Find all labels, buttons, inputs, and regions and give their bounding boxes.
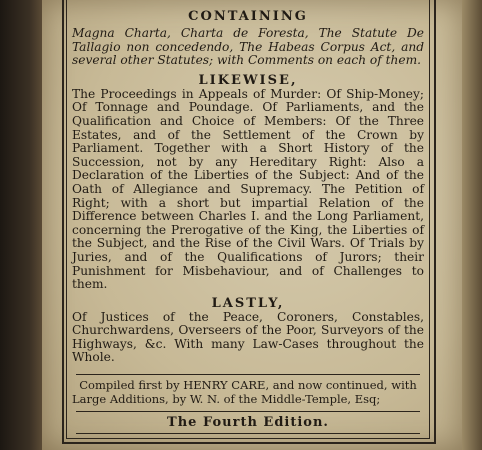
heading-lastly: LASTLY,: [211, 295, 285, 311]
page-edge: [462, 0, 482, 450]
rule-middle: [76, 411, 420, 412]
paragraph-justices: Of Justices of the Peace, Coroners, Constables, Churchwardens, Overseers of the Poor, Surveyors of the Highways, &c. With many Law-Cases throughout the Whole.: [72, 309, 424, 365]
heading-likewise: LIKEWISE,: [198, 72, 298, 88]
edition-text: The Fourth Edition.: [167, 415, 329, 431]
title-page-text: [72, 0, 424, 434]
paragraph-proceedings: The Proceedings in Appeals of Murder: Of Ship-Money; Of Tonnage and Poundage. Of Parliaments, and the Qualification and Choice of Members: Of the Three Estates, and of the Settlement of the Crown by Parliament. Together with a Short History of the Succession, not by any Hereditary Right: Also a Declaration of the Liberties of the Subject: And of the Oath of Allegiance and Supremacy. The Petition of Right; with a short but impartial Relation of the Difference between Charles I. and the Long Parliament, concerning the Prerogative of the King, the Liberties of the Subject, and the Rise of the Civil Wars. Of Trials by Juries, and of the Qualifications of Jurors; their Punishment for Misbehaviour, and of Challenges to them.: [72, 86, 424, 292]
paragraph-statutes: Magna Charta, Charta de Foresta, The Statute De Tallagio non concedendo, The Habeas Corpus Act, and several other Statutes; with Comments on each of them.: [72, 26, 424, 68]
book-spine: [0, 0, 42, 450]
rule-lower: [76, 433, 420, 434]
compiled-by-text: Compiled first by HENRY CARE, and now continued, with Large Additions, by W. N. of the Middle-Temple, Esq;: [72, 378, 417, 406]
heading-containing: CONTAINING: [188, 9, 308, 24]
rule-upper: [76, 374, 420, 375]
